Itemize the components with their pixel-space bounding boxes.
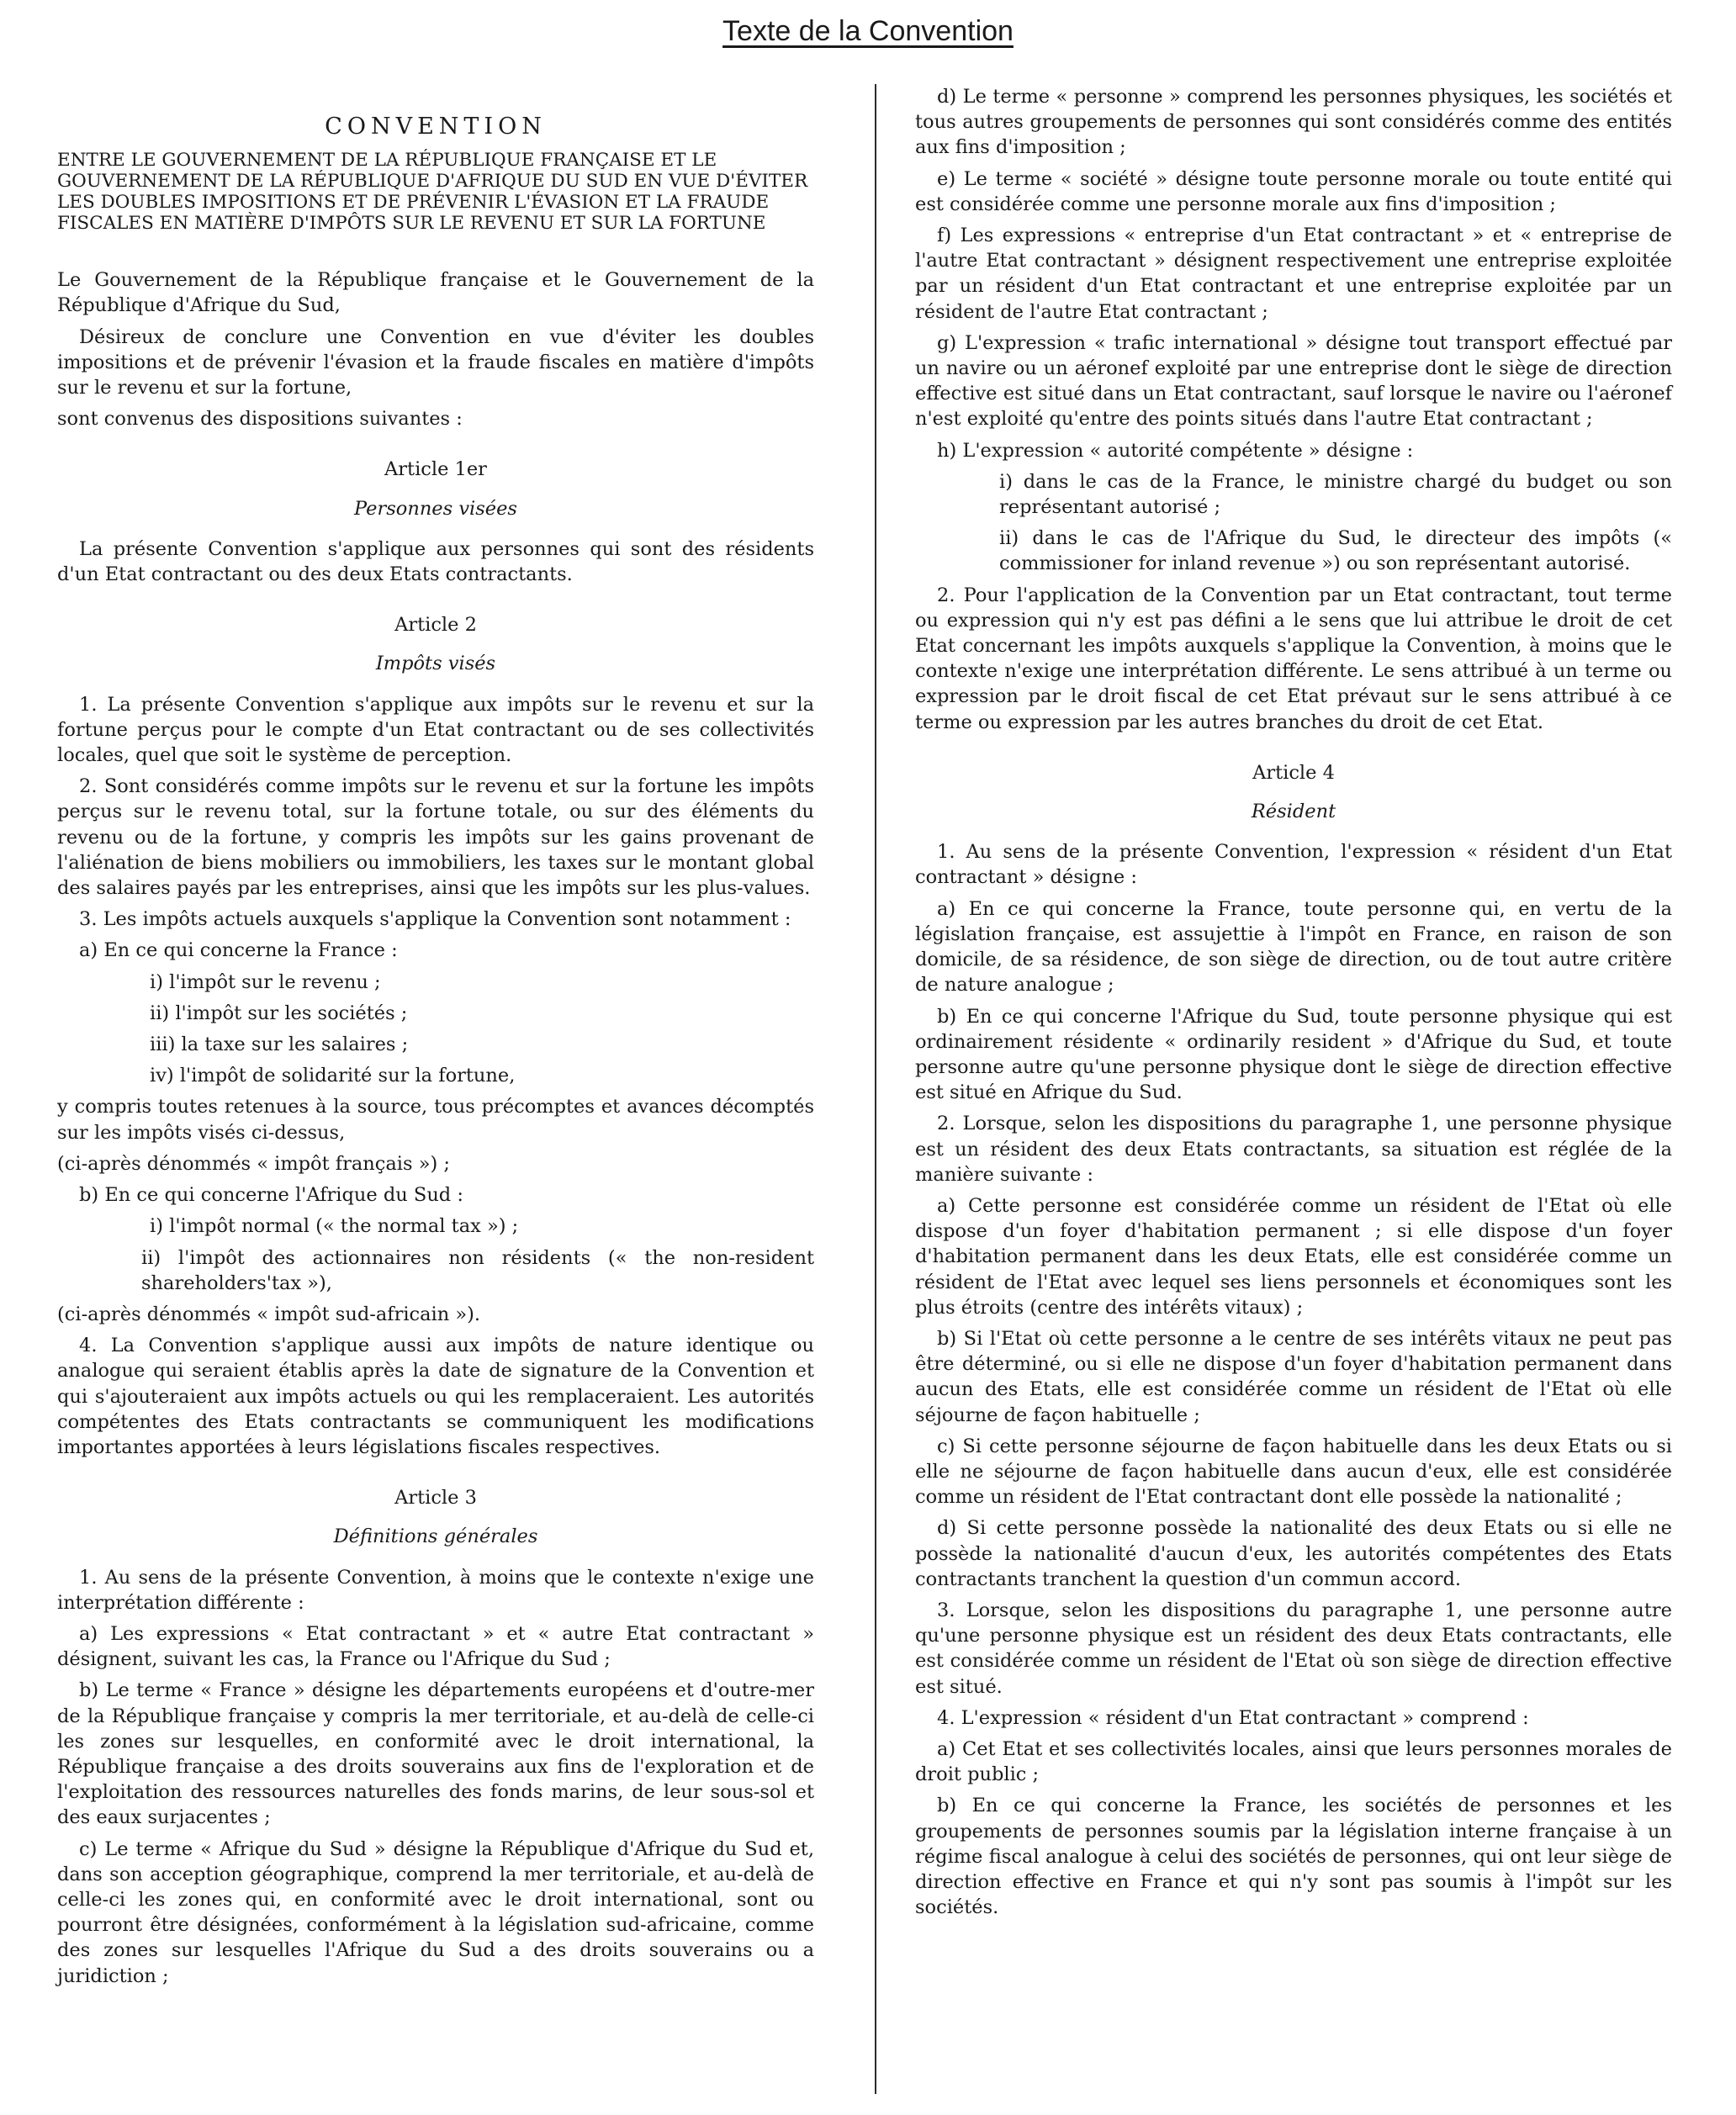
article-4-item-b: b) En ce qui concerne l'Afrique du Sud, toute personne physique qui est ordinairement résidente « ordinarily resident » d'Afrique du Sud, et toute personne autre qu'une personne physique dont le siège de direction effective est situé en Afrique du Sud.	[915, 1005, 1672, 1104]
article-3-paragraph-2: 2. Pour l'application de la Convention par un Etat contractant, tout terme ou expression qui n'y est pas défini a le sens que lui attribue le droit de cet Etat concernant les impôts auxquels s'applique la Convention, à moins que le contexte n'exige une interprétation différente. Le sens attribué à un terme ou expression par le droit fiscal de cet Etat prévaut sur le sens attribué à ce terme ou expression par les autres branches du droit de cet Etat.	[915, 584, 1672, 733]
article-4-title: Article 4	[1252, 761, 1335, 784]
document-title: CONVENTION	[325, 114, 547, 140]
document-subtitle: ENTRE LE GOUVERNEMENT DE LA RÉPUBLIQUE FRANÇAISE ET LE GOUVERNEMENT DE LA RÉPUBLIQUE D'AFRIQUE DU SUD EN VUE D'ÉVITER LES DOUBLES IMPOSITIONS ET DE PRÉVENIR L'ÉVASION ET LA FRAUDE FISCALES EN MATIÈRE D'IMPÔTS SUR LE REVENU ET SUR LA FORTUNE	[57, 150, 808, 235]
right-column	[915, 84, 1672, 1926]
article-4-paragraph-2-d: d) Si cette personne possède la nationalité des deux Etats ou si elle ne possède la nationalité d'aucun d'eux, les autorités compétentes des Etats contractants tranchent la question d'un commun accord.	[915, 1517, 1672, 1590]
article-3-subtitle: Définitions générales	[333, 1525, 538, 1548]
article-3-item-c: c) Le terme « Afrique du Sud » désigne la République d'Afrique du Sud et, dans son acception géographique, comprend la mer territoriale, et au-delà de celle-ci les zones qui, en conformité avec le droit international, sont ou pourront être désignées, conformément à la législation sud-africaine, comme des zones sur lesquelles l'Afrique du Sud a des droits souverains ou a juridiction ;	[57, 1837, 814, 1987]
article-3-item-h-i: i) dans le cas de la France, le ministre chargé du budget ou son représentant autorisé ;	[999, 470, 1672, 519]
article-2-item-a-i: i) l'impôt sur le revenu ;	[150, 970, 381, 993]
article-4-paragraph-2: 2. Lorsque, selon les dispositions du paragraphe 1, une personne physique est un résident des deux Etats contractants, sa situation est réglée de la manière suivante :	[915, 1113, 1672, 1186]
article-2-subtitle: Impôts visés	[375, 653, 496, 675]
article-4-paragraph-4: 4. L'expression « résident d'un Etat contractant » comprend :	[937, 1706, 1529, 1729]
article-3-item-d: d) Le terme « personne » comprend les personnes physiques, les sociétés et tous autres groupements de personnes qui sont considérés comme des entités aux fins d'imposition ;	[915, 86, 1672, 159]
article-2-item-a-tail: y compris toutes retenues à la source, tous précomptes et avances décomptés sur les impôts visés ci-dessus,	[57, 1096, 814, 1144]
article-2-item-a-iii: iii) la taxe sur les salaires ;	[150, 1034, 409, 1056]
article-3-item-f: f) Les expressions « entreprise d'un Etat contractant » et « entreprise de l'autre Etat contractant » désignent respectivement une entreprise exploitée par un résident d'un Etat contractant et une entreprise exploitée par un résident de l'autre Etat contractant ;	[915, 225, 1672, 323]
article-2-paragraph-3: 3. Les impôts actuels auxquels s'applique la Convention sont notamment :	[79, 908, 791, 931]
page-header	[0, 15, 1736, 48]
article-2-item-a-name: (ci-après dénommés « impôt français ») ;	[57, 1152, 450, 1175]
article-2-item-a: a) En ce qui concerne la France :	[79, 939, 398, 962]
preamble-1: Le Gouvernement de la République française et le Gouvernement de la République d'Afrique du Sud,	[57, 269, 814, 317]
article-3-item-e: e) Le terme « société » désigne toute personne morale ou toute entité qui est considérée comme une personne morale aux fins d'imposition ;	[915, 167, 1672, 215]
article-2-paragraph-1: 1. La présente Convention s'applique aux impôts sur le revenu et sur la fortune perçus pour le compte d'un Etat contractant ou de ses collectivités locales, quel que soit le système de perception.	[57, 693, 814, 767]
article-2-title: Article 2	[394, 614, 477, 637]
article-4-paragraph-4-a: a) Cet Etat et ses collectivités locales, ainsi que leurs personnes morales de droit public ;	[915, 1737, 1672, 1786]
page-title: Texte de la Convention	[722, 15, 1014, 47]
article-1-subtitle: Personnes visées	[354, 497, 517, 520]
article-4-paragraph-2-a: a) Cette personne est considérée comme un résident de l'Etat où elle dispose d'un foyer d'habitation permanent ; si elle dispose d'un foyer d'habitation permanent dans les deux Etats, elle est considérée comme un résident de l'Etat avec lequel ses liens personnels et économiques sont les plus étroits (centre des intérêts vitaux) ;	[915, 1194, 1672, 1319]
article-2-item-a-ii: ii) l'impôt sur les sociétés ;	[150, 1002, 408, 1024]
article-3-item-h-ii: ii) dans le cas de l'Afrique du Sud, le directeur des impôts (« commissioner for inland revenue ») ou son représentant autorisé.	[999, 527, 1672, 575]
article-4-subtitle: Résident	[1251, 801, 1336, 823]
column-divider	[875, 84, 876, 2094]
article-4-item-a: a) En ce qui concerne la France, toute personne qui, en vertu de la législation française, est assujettie à l'impôt en France, en raison de son domicile, de sa résidence, de son siège de direction, ou de tout autre critère de nature analogue ;	[915, 897, 1672, 997]
article-3-item-b: b) Le terme « France » désigne les départements européens et d'outre-mer de la République française y compris la mer territoriale, et au-delà de celle-ci les zones sur lesquelles, en conformité avec le droit international, la République française a des droits souverains aux fins de l'exploration et de l'exploitation des ressources naturelles des fonds marins, de leur sous-sol et des eaux surjacentes ;	[57, 1679, 814, 1829]
preamble-3: sont convenus des dispositions suivantes :	[57, 408, 463, 431]
article-4-paragraph-3: 3. Lorsque, selon les dispositions du paragraphe 1, une personne autre qu'une personne physique est un résident des deux Etats contractants, elle est considérée comme un résident de l'Etat où son siège de direction effective est situé.	[915, 1599, 1672, 1698]
left-column	[57, 91, 814, 1995]
article-2-item-b-name: (ci-après dénommés « impôt sud-africain »).	[57, 1303, 481, 1325]
article-2-item-b-i: i) l'impôt normal (« the normal tax ») ;	[150, 1215, 519, 1238]
article-2-item-b: b) En ce qui concerne l'Afrique du Sud :	[79, 1184, 463, 1207]
article-3-item-a: a) Les expressions « Etat contractant » et « autre Etat contractant » désignent, suivant les cas, la France ou l'Afrique du Sud ;	[57, 1622, 814, 1671]
article-3-item-g: g) L'expression « trafic international » désigne tout transport effectué par un navire ou un aéronef exploité par une entreprise dont le siège de direction effective est situé dans un Etat contractant, sauf lorsque le navire ou l'aéronef n'est exploité qu'entre des points situés dans l'autre Etat contractant ;	[915, 331, 1672, 431]
article-2-item-b-ii: ii) l'impôt des actionnaires non résidents (« the non-resident shareholders'tax »),	[141, 1246, 814, 1294]
article-1-title: Article 1er	[384, 458, 487, 481]
article-3-title: Article 3	[394, 1487, 477, 1510]
article-3-item-h: h) L'expression « autorité compétente » désigne :	[937, 439, 1414, 462]
article-2-paragraph-4: 4. La Convention s'applique aussi aux impôts de nature identique ou analogue qui seraient établis après la date de signature de la Convention et qui s'ajouteraient aux impôts actuels ou qui les remplaceraient. Les autorités compétentes des Etats contractants se communiquent les modifications importantes apportées à leurs législations fiscales respectives.	[57, 1335, 814, 1458]
preamble-2: Désireux de conclure une Convention en vue d'éviter les doubles impositions et de prévenir l'évasion et la fraude fiscales en matière d'impôts sur le revenu et sur la fortune,	[57, 325, 814, 399]
article-4-paragraph-2-b: b) Si l'Etat où cette personne a le centre de ses intérêts vitaux ne peut pas être déterminé, ou si elle ne dispose d'un foyer d'habitation permanent dans aucun des Etats, elle est considérée comme un résident de l'Etat où elle séjourne de façon habituelle ;	[915, 1327, 1672, 1426]
article-3-paragraph-1: 1. Au sens de la présente Convention, à moins que le contexte n'exige une interprétation différente :	[57, 1566, 814, 1614]
article-4-paragraph-2-c: c) Si cette personne séjourne de façon habituelle dans les deux Etats ou si elle ne séjourne de façon habituelle dans aucun d'eux, elle est considérée comme un résident de l'Etat contractant dont elle possède la nationalité ;	[915, 1435, 1672, 1509]
article-2-item-a-iv: iv) l'impôt de solidarité sur la fortune,	[150, 1065, 516, 1087]
article-4-paragraph-4-b: b) En ce qui concerne la France, les sociétés de personnes et les groupements de personnes soumis par la législation interne française à un régime fiscal analogue à celui des sociétés de personnes, qui ont leur siège de direction effective en France et qui n'y sont pas soumis à l'impôt sur les sociétés.	[915, 1795, 1672, 1919]
article-4-paragraph-1: 1. Au sens de la présente Convention, l'expression « résident d'un Etat contractant » désigne :	[915, 841, 1672, 889]
article-1-paragraph: La présente Convention s'applique aux personnes qui sont des résidents d'un Etat contractant ou des deux Etats contractants.	[57, 537, 814, 586]
article-2-paragraph-2: 2. Sont considérés comme impôts sur le revenu et sur la fortune les impôts perçus sur le revenu total, sur la fortune totale, ou sur des éléments du revenu ou de la fortune, y compris les impôts sur les gains provenant de l'aliénation de biens mobiliers ou immobiliers, les taxes sur le montant global des salaires payés par les entreprises, ainsi que les impôts sur les plus-values.	[57, 775, 814, 900]
